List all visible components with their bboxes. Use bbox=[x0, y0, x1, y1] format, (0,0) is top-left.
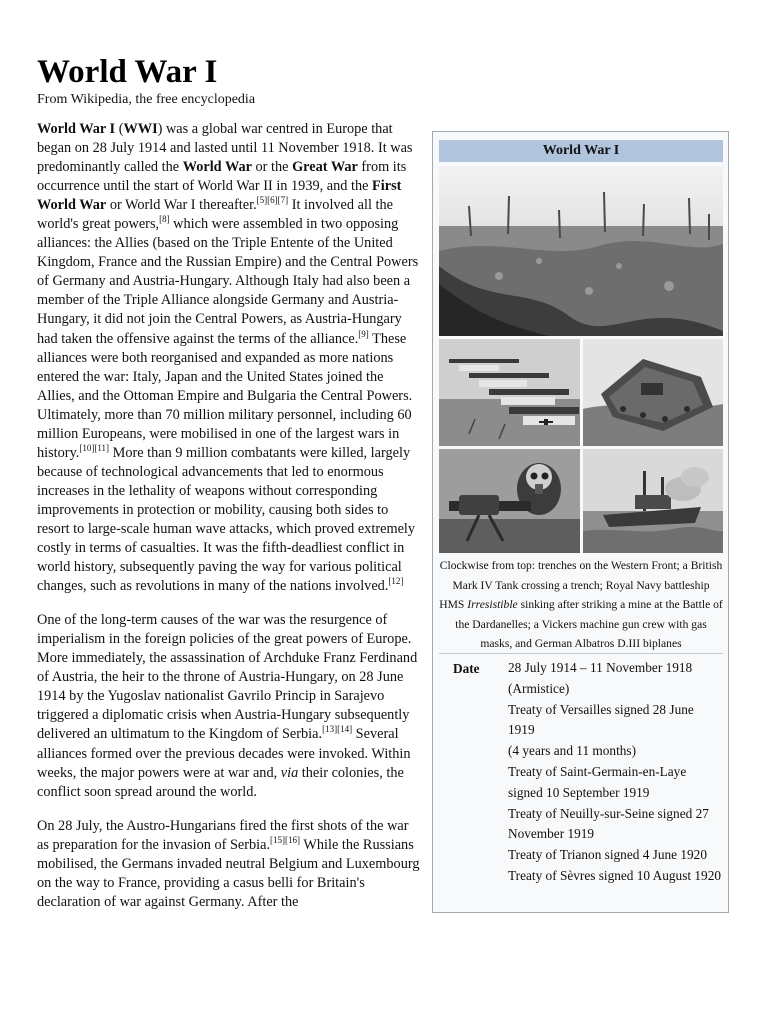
text-run: Several alliances formed over the previous decades were invoked. Within weeks, the major powers were at war and, bbox=[37, 726, 411, 781]
machine-gun-crew-photo[interactable] bbox=[439, 449, 580, 553]
paragraph-causes bbox=[37, 611, 421, 801]
battleship-photo[interactable] bbox=[583, 449, 723, 553]
caption-text: sinking after striking a mine at the Battle of the Dardanelles; a Vickers machine gun crew with gas masks, and German Albatros D.III biplanes bbox=[455, 598, 723, 651]
text-run: While the Russians mobilised, the Germans invaded neutral Belgium and Luxembourg on the way to France, providing a casus belli for Britain's declaration of war against Germany. After the bbox=[37, 836, 420, 910]
infobox-caption bbox=[439, 556, 723, 654]
tank-photo[interactable] bbox=[583, 339, 723, 446]
date-line: Treaty of Sèvres signed 10 August 1920 bbox=[508, 867, 721, 883]
text-run: One of the long-term causes of the war was the resurgence of imperialism in the foreign policies of the great powers of Europe. More immediately, the assassination of Archduke Franz Ferdinand of Austria, the heir to the throne of Austria-Hungary, on 28 June 1914 by the Yugoslav nationalist Gavrilo Princip in Sarajevo triggered a diplomatic crisis when Austria-Hungary subsequently delivered an ultimatum to the Kingdom of Serbia. bbox=[37, 612, 418, 743]
infobox-divider bbox=[439, 653, 723, 654]
page-subtitle: From Wikipedia, the free encyclopedia bbox=[37, 92, 256, 107]
paragraph-intro bbox=[37, 120, 421, 596]
date-line: Treaty of Neuilly-sur-Seine signed 27 November 1919 bbox=[508, 805, 709, 842]
date-line: Treaty of Trianon signed 4 June 1920 bbox=[508, 847, 707, 863]
infobox-title: World War I bbox=[439, 140, 723, 162]
page-title: World War I bbox=[37, 54, 218, 90]
text-run: or World War I thereafter. bbox=[106, 197, 257, 214]
date-line: Treaty of Saint-Germain-en-Laye signed 10 September 1919 bbox=[508, 763, 687, 800]
text-run: On 28 July, the Austro-Hungarians fired the first shots of the war as preparation for the invasion of Serbia. bbox=[37, 817, 409, 853]
text-run: ( bbox=[115, 121, 124, 137]
bold-term: First World War bbox=[37, 178, 402, 214]
text-run: which were assembled in two opposing alliances: the Allies (based on the Triple Entente of the United Kingdom, France and the Russian Empire) and the Central Powers of Germany and Austria-Hungary. Although Italy had also been a member of the Triple Alliance alongside Germany and Austria-Hungary, it did not join the Central Powers, as Austria-Hungary had taken the offensive against the terms of the alliance. bbox=[37, 216, 419, 347]
paragraph-outbreak bbox=[37, 817, 421, 912]
text-run: or the bbox=[251, 159, 293, 176]
bold-term: WWI bbox=[123, 121, 158, 137]
trenches-photo[interactable] bbox=[439, 166, 723, 336]
citation-link[interactable]: [10][11] bbox=[79, 443, 110, 454]
text-run: More than 9 million combatants were killed, largely because of technological advancements that led to enormous increases in the lethality of weapons without corresponding improvements in protection or mobility, causing both sides to resort to large-scale human wave attacks, which proved extremely costly in terms of casualties. It was the fifth-deadliest conflict in world history, subsequently paving the way for various political changes, such as revolutions in many of the nations involved. bbox=[37, 444, 416, 595]
date-values bbox=[508, 658, 723, 887]
infobox bbox=[432, 131, 729, 913]
citation-link[interactable]: [8] bbox=[159, 214, 170, 225]
biplanes-photo[interactable] bbox=[439, 339, 580, 446]
citation-link[interactable]: [15][16] bbox=[270, 834, 301, 845]
date-line: Treaty of Versailles signed 28 June 1919 bbox=[508, 701, 694, 738]
date-line: (4 years and 11 months) bbox=[508, 743, 637, 759]
text-run: These alliances were both reorganised and expanded as more nations entered the war: Italy, Japan and the United States joined the Allies, and the Ottoman Empire and Bulgaria the Central Powers. Ultimately, more than 70 million military personnel, including 60 million Europeans, were mobilised in one of the largest wars in history. bbox=[37, 330, 413, 461]
citation-link[interactable]: [9] bbox=[358, 328, 369, 339]
article-body bbox=[37, 120, 421, 927]
text-run: It involved all the world's great powers, bbox=[37, 197, 393, 233]
citation-link[interactable]: [13][14] bbox=[322, 724, 353, 735]
bold-term: Great War bbox=[292, 159, 358, 176]
citation-link[interactable]: [12] bbox=[388, 576, 404, 587]
bold-term: World War I bbox=[37, 121, 116, 137]
date-line: (Armistice) bbox=[508, 680, 570, 696]
text-run: from its occurrence until the start of World War II in 1939, and the bbox=[37, 159, 407, 195]
citation-link[interactable]: [5][6][7] bbox=[256, 195, 289, 206]
ship-name: Irresistible bbox=[467, 598, 518, 612]
caption-text: Clockwise from top: trenches on the Western Front; a British Mark IV Tank crossing a trench; Royal Navy battleship HMS bbox=[439, 559, 723, 612]
italic-term: via bbox=[280, 764, 299, 781]
date-label: Date bbox=[453, 661, 480, 676]
text-run: their colonies, the conflict soon spread around the world. bbox=[37, 764, 404, 800]
text-run: ) was a global war centred in Europe that began on 28 July 1914 and lasted until 11 November 1918. It was predominantly called the bbox=[37, 121, 413, 176]
bold-term: World War bbox=[182, 159, 252, 176]
date-line: 28 July 1914 – 11 November 1918 bbox=[508, 660, 693, 675]
